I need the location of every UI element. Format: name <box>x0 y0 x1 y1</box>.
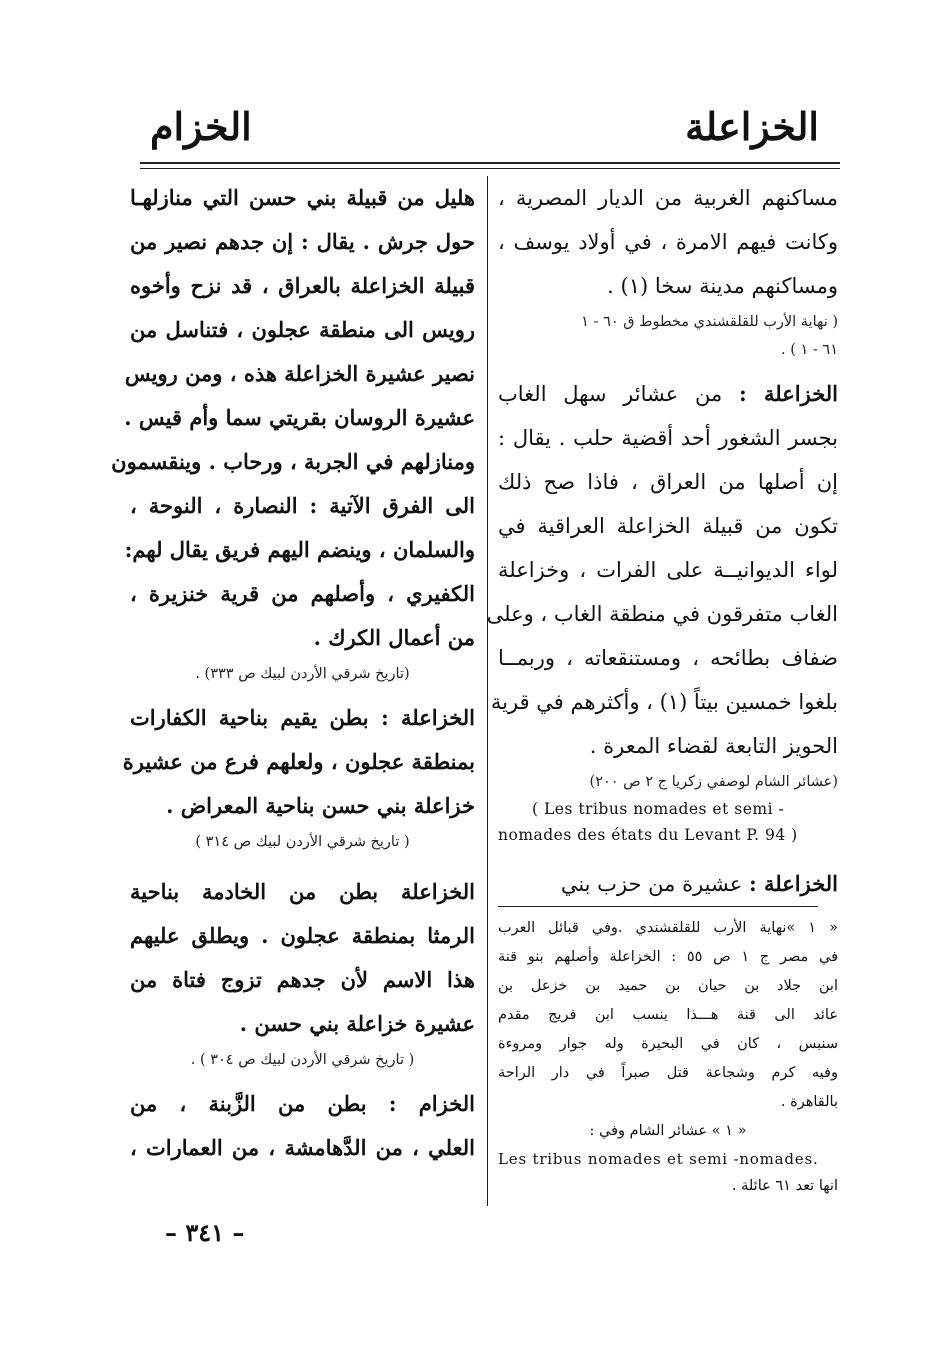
entry-text: من عشائر سهل الغاب <box>498 382 723 406</box>
text-line: من أعمال الكرك . <box>313 625 475 650</box>
text-line: نصير عشيرة الخزاعلة هذه ، ومن رويس <box>124 361 475 386</box>
text-line: ومنازلهم في الجربة ، ورحاب . وينقسمون <box>111 449 475 474</box>
reference-line: ( تاريخ شرقي الأردن لبيك ص ٣١٤ ) <box>195 834 410 850</box>
text-line: تكون من قبيلة الخزاعلة العراقية في <box>498 514 838 538</box>
header-rule-thick <box>140 162 840 164</box>
text-line: بمنطقة عجلون ، ولعلهم فرع من عشيرة <box>122 749 475 774</box>
french-reference-line: ( Les tribus nomades et semi - <box>532 800 785 818</box>
footnote-line: عائد الى قنة هـــذا ينسب ابن فريج مقدم <box>498 1007 838 1023</box>
entry-text: بطن من الخادمة بناحية <box>130 879 379 904</box>
reference-line: ٦١ - ١ ) . <box>781 342 838 358</box>
entry-keyword: الخزاعلة : <box>738 381 838 406</box>
entry-heading-line <box>130 696 475 740</box>
entry-keyword: الخزاعلة : <box>380 705 475 730</box>
entry-heading-line <box>130 1082 475 1126</box>
text-line: عشيرة الروسان بقريتي سما وأم قيس . <box>124 405 475 430</box>
right-column <box>486 176 838 906</box>
text-line: الحويز التابعة لقضاء المعرة . <box>589 734 838 758</box>
header-right-word: الخزاعلة <box>685 104 819 149</box>
footnote-line: « ١ » عشائر الشام وفي : <box>589 1123 747 1139</box>
entry-text: عشيرة من حزب بني <box>560 872 743 896</box>
footnote-line: سنبس ، كان في البحيرة وله جوار ومروءة <box>498 1036 838 1052</box>
footnote-rule <box>498 906 818 907</box>
entry-heading-line <box>130 870 475 914</box>
footnote-line: ابن جلاد بن حيان بن حميد بن خزعل بن <box>498 978 838 994</box>
reference-line: (تاريخ شرقي الأردن لبيك ص ٣٣٣) . <box>195 666 410 682</box>
reference-line: ( تاريخ شرقي الأردن لبيك ص ٣٠٤ ) . <box>190 1052 415 1068</box>
reference-line: (عشائر الشام لوصفي زكريا ج ٢ ص ٢٠٠) <box>589 774 838 790</box>
text-line: خزاعلة بني حسن بناحية المعراض . <box>166 793 475 818</box>
entry-keyword: الخزاعلة : <box>748 871 838 896</box>
text-line: بجسر الشغور أحد أقضية حلب . يقال : <box>498 426 838 450</box>
entry-heading-line <box>498 862 838 906</box>
text-line: والسلمان ، وينضم اليهم فريق يقال لهم: <box>124 537 475 562</box>
footnote-line: « ١ »نهاية الأرب للقلقشندي .وفي قبائل العرب <box>498 920 838 936</box>
text-line: عشيرة خزاعلة بني حسن . <box>239 1011 475 1036</box>
text-line: هليل من قبيلة بني حسن التي منازلهـا <box>130 185 475 210</box>
text-line: رويس الى منطقة عجلون ، فتناسل من <box>130 317 475 342</box>
footnote-line: في مصر ج ١ ص ٥٥ : الخزاعلة وأصلهم بنو قنة <box>498 949 839 965</box>
french-reference-line: nomades des états du Levant P. 94 ) <box>498 826 798 844</box>
footnote-line: انها تعد ٦١ عائلة . <box>731 1178 838 1194</box>
footnote-line: وفيه كرم وشجاعة قتل صبراً في دار الراحة <box>498 1065 838 1081</box>
entry-heading-line <box>498 372 838 416</box>
text-line: الى الفرق الآتية : النصارة ، النوحة ، <box>130 493 475 518</box>
text-line: الرمثا بمنطقة عجلون . ويطلق عليهم <box>130 923 475 948</box>
text-line: ضفاف بطائحه ، ومستنقعاته ، وربمــا <box>498 646 838 670</box>
text-line: العلي ، من الدَّهامشة ، من العمارات ، <box>130 1135 475 1160</box>
column-divider <box>487 176 488 1206</box>
page-number: – ٣٤١ – <box>165 1218 245 1247</box>
footnotes <box>498 914 838 1201</box>
text-line: قبيلة الخزاعلة بالعراق ، قد نزح وأخوه <box>130 273 475 298</box>
footnote-french-line: Les tribus nomades et semi -nomades. <box>498 1150 819 1168</box>
entry-text: بطن من الزَّبنة ، من <box>130 1091 367 1116</box>
text-line: هذا الاسم لأن جدهم تزوج فتاة من <box>130 967 475 992</box>
text-line: الكفيري ، وأصلهم من قرية خنزيرة ، <box>130 581 475 606</box>
text-line: بلغوا خمسين بيتاً (١) ، وأكثرهم في قرية <box>490 690 838 714</box>
entry-keyword: الخزاعلة <box>401 879 475 904</box>
text-line: حول جرش . يقال : إن جدهم نصير من <box>130 229 475 254</box>
left-column <box>111 176 476 1170</box>
text-line: مساكنهم الغربية من الديار المصرية ، <box>498 186 838 210</box>
text-line: الغاب متفرقون في منطقة الغاب ، وعلى <box>486 602 838 626</box>
header-rule-thin <box>140 168 840 169</box>
text-line: ومساكنهم مدينة سخا (١) . <box>607 274 838 298</box>
entry-keyword: الخزام : <box>388 1091 476 1116</box>
footnote-line: بالقاهرة . <box>780 1094 838 1110</box>
reference-line: ( نهاية الأرب للقلقشندي مخطوط ق ٦٠ - ١ <box>581 314 838 330</box>
text-line: إن أصلها من العراق ، فاذا صح ذلك <box>498 470 838 494</box>
entry-text: بطن يقيم بناحية الكفارات <box>130 705 369 730</box>
header-left-word: الخزام <box>150 104 252 149</box>
text-line: لواء الديوانيــة على الفرات ، وخزاعلة <box>498 558 838 582</box>
text-line: وكانت فيهم الامرة ، في أولاد يوسف ، <box>498 230 838 254</box>
